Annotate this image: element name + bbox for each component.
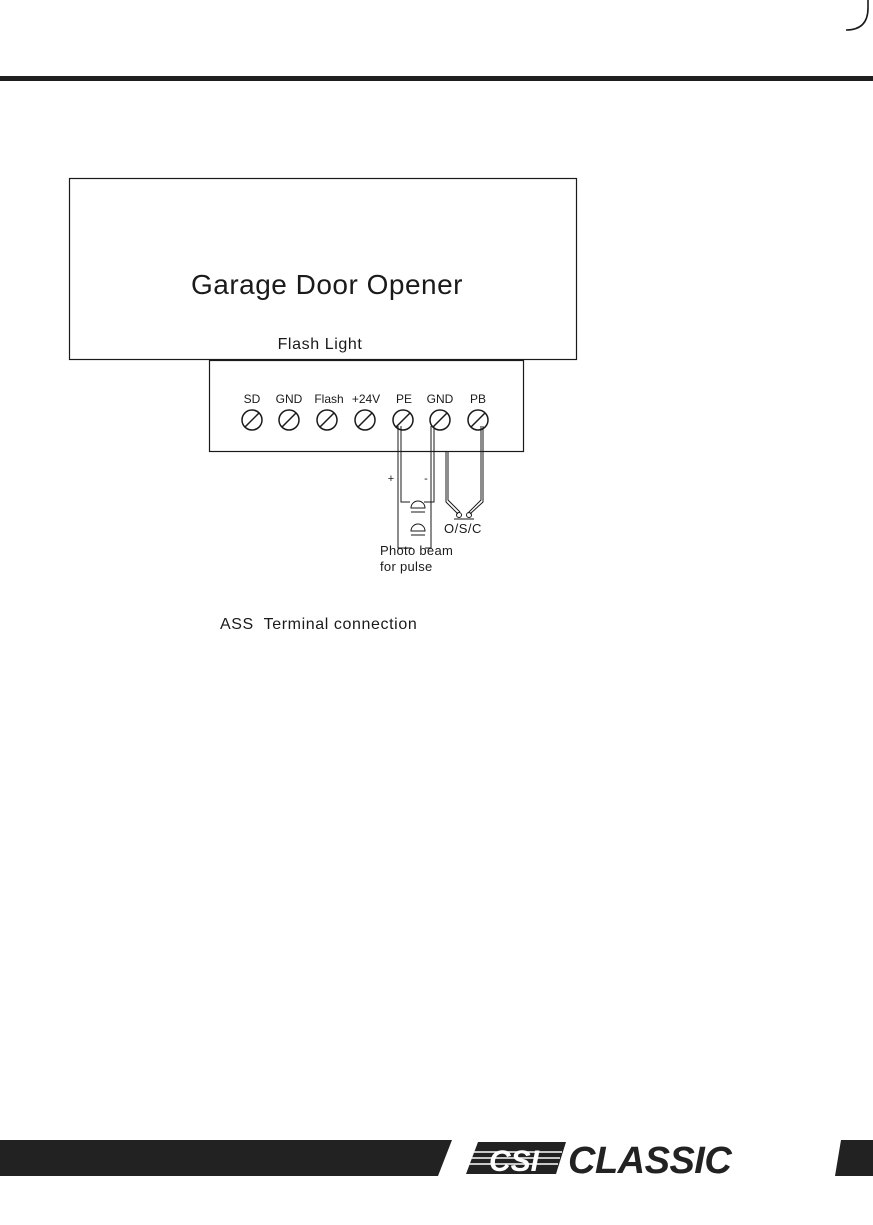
photo-beam-label-1: Photo beam <box>380 543 454 558</box>
terminal-label-pe: PE <box>395 392 413 406</box>
photo-beam-plus: + <box>387 473 395 485</box>
csi-logo-text: CSI <box>488 1145 540 1178</box>
footer-right-bar <box>835 1140 873 1176</box>
flash-light-label: Flash Light <box>277 336 363 353</box>
terminal-block <box>210 361 524 452</box>
terminal-label-flash: Flash <box>314 392 344 406</box>
osc-switch <box>454 513 474 520</box>
brand-name: CLASSIC <box>568 1140 732 1178</box>
terminal-label-24v: +24V <box>351 392 381 406</box>
terminal-screw-sd <box>242 410 262 430</box>
terminal-screw-pb <box>468 410 488 430</box>
footer-band <box>0 1138 873 1178</box>
footer-left-bar <box>0 1140 452 1176</box>
terminal-label-pb: PB <box>469 392 487 406</box>
terminal-label-gnd: GND <box>275 392 303 406</box>
terminal-screw-pe <box>393 410 413 430</box>
opener-title: Garage Door Opener <box>190 269 464 300</box>
terminal-screw-flash <box>317 410 337 430</box>
terminal-screw-24v <box>355 410 375 430</box>
photo-beam-label-2: for pulse <box>380 559 433 574</box>
terminal-label-gnd-2: GND <box>426 392 454 406</box>
photo-beam-sensor <box>411 501 425 535</box>
photo-beam-minus: - <box>424 473 428 485</box>
terminal-screw-gnd-2 <box>430 410 450 430</box>
osc-switch-label: O/S/C <box>444 521 482 536</box>
diagram-caption: ASS Terminal connection <box>220 616 418 633</box>
terminal-label-sd: SD <box>243 392 261 406</box>
terminal-screw-gnd <box>279 410 299 430</box>
